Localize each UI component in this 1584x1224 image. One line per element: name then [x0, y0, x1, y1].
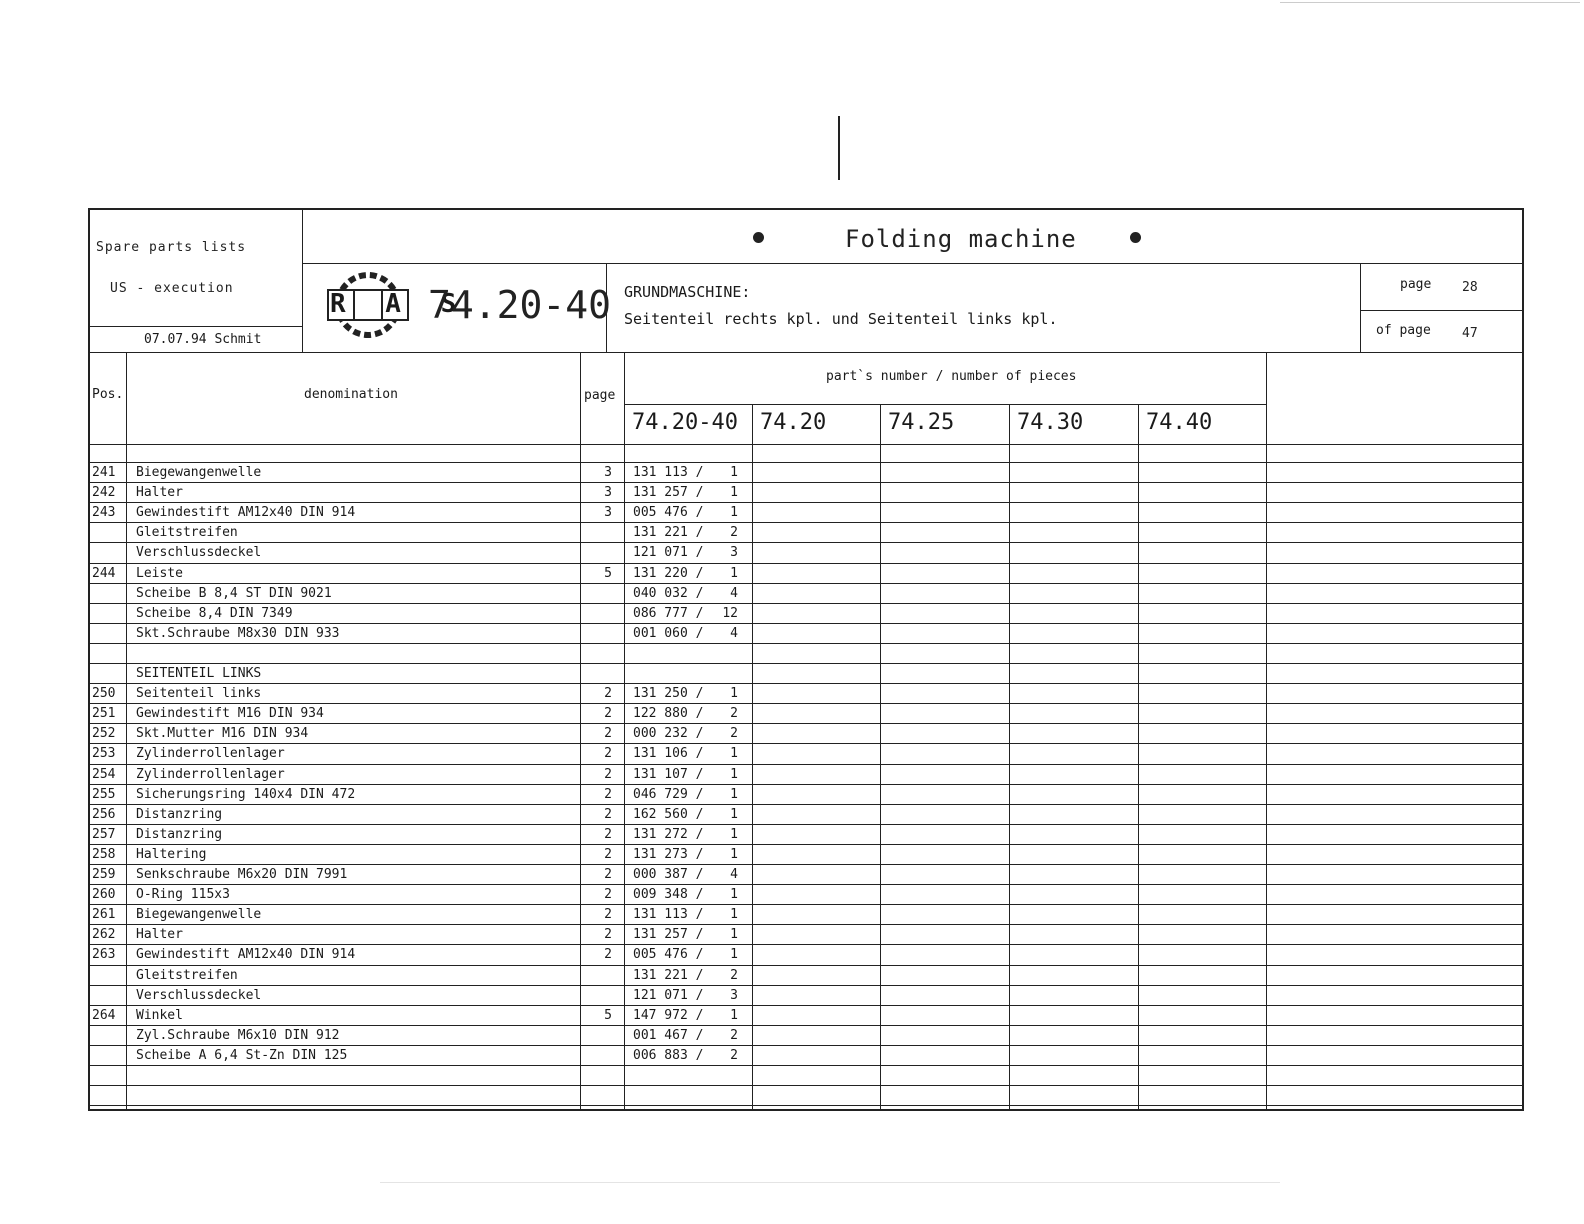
bullet-icon — [753, 232, 764, 243]
cell-page: 2 — [604, 826, 612, 842]
cell-pos: 256 — [92, 806, 116, 822]
cell-part-number: 121 071 / — [633, 545, 704, 561]
cell-part-number: 005 476 / — [633, 505, 704, 521]
cell-part-number: 131 113 / — [633, 907, 704, 923]
cell-part-number: 046 729 / — [633, 786, 704, 802]
cell-part-number: 131 221 / — [633, 967, 704, 983]
cell-part-number: 131 107 / — [633, 766, 704, 782]
cell-pos: 264 — [92, 1007, 116, 1023]
cell-pos: 259 — [92, 867, 116, 882]
cell-denomination: Verschlussdeckel — [136, 545, 262, 561]
cell-quantity: 1 — [730, 907, 738, 923]
table-column-divider — [752, 404, 753, 1109]
cell-quantity: 3 — [730, 545, 738, 561]
cell-page: 2 — [604, 947, 612, 963]
header-divider — [302, 208, 303, 352]
cell-part-number: 005 476 / — [633, 947, 704, 963]
header-divider — [88, 326, 302, 327]
cell-page: 2 — [604, 867, 612, 882]
cell-part-number: 001 060 / — [633, 625, 704, 641]
cell-denomination: Gewindestift AM12x40 DIN 914 — [136, 947, 356, 963]
col-header-page: page — [584, 388, 616, 403]
cell-denomination: Halter — [136, 927, 183, 943]
cell-part-number: 131 257 / — [633, 485, 704, 501]
cell-denomination: Skt.Mutter M16 DIN 934 — [136, 726, 309, 742]
cell-pos: 241 — [92, 465, 116, 480]
cell-pos: 254 — [92, 766, 116, 782]
cell-page: 5 — [604, 1007, 612, 1023]
cell-pos: 255 — [92, 786, 116, 802]
cell-part-number: 086 777 / — [633, 605, 704, 621]
cell-denomination: Seitenteil links — [136, 686, 262, 702]
cell-denomination: Senkschraube M6x20 DIN 7991 — [136, 867, 348, 882]
cell-denomination: SEITENTEIL LINKS — [136, 666, 262, 681]
table-column-divider — [126, 352, 127, 1109]
model-column-header: 74.40 — [1146, 410, 1213, 435]
cell-quantity: 1 — [730, 565, 738, 581]
table-column-divider — [880, 404, 881, 1109]
cell-part-number: 162 560 / — [633, 806, 704, 822]
cell-quantity: 1 — [730, 846, 738, 862]
cell-page: 5 — [604, 565, 612, 581]
cell-part-number: 147 972 / — [633, 1007, 704, 1023]
cell-pos: 257 — [92, 826, 116, 842]
table-column-divider — [624, 352, 625, 1109]
table-row-divider — [88, 444, 1522, 445]
cell-quantity: 4 — [730, 625, 738, 641]
cell-page: 3 — [604, 485, 612, 501]
cell-quantity: 1 — [730, 505, 738, 521]
cell-quantity: 2 — [730, 1047, 738, 1063]
header-divider — [624, 404, 1266, 405]
cell-pos: 263 — [92, 947, 116, 963]
cell-page: 2 — [604, 786, 612, 802]
header-divider — [1360, 310, 1522, 311]
cell-pos: 244 — [92, 565, 116, 581]
cell-denomination: Scheibe 8,4 DIN 7349 — [136, 605, 293, 621]
cell-pos: 262 — [92, 927, 116, 943]
cell-quantity: 12 — [722, 605, 738, 621]
cell-part-number: 131 250 / — [633, 686, 704, 702]
col-header-pos: Pos. — [92, 387, 124, 402]
cell-part-number: 006 883 / — [633, 1047, 704, 1063]
cell-quantity: 2 — [730, 706, 738, 722]
cell-denomination: Gewindestift M16 DIN 934 — [136, 706, 324, 722]
cell-quantity: 1 — [730, 887, 738, 903]
cell-part-number: 131 106 / — [633, 746, 704, 762]
cell-denomination: Gewindestift AM12x40 DIN 914 — [136, 505, 356, 521]
cell-part-number: 131 113 / — [633, 465, 704, 480]
cell-part-number: 122 880 / — [633, 706, 704, 722]
model-column-header: 74.20-40 — [632, 410, 738, 435]
cell-pos: 253 — [92, 746, 116, 762]
table-column-divider — [580, 352, 581, 1109]
cell-pos: 252 — [92, 726, 116, 742]
cell-quantity: 1 — [730, 927, 738, 943]
cell-page: 2 — [604, 806, 612, 822]
cell-denomination: Zyl.Schraube M6x10 DIN 912 — [136, 1027, 340, 1043]
section-line2: Seitenteil rechts kpl. und Seitenteil links kpl. — [624, 310, 1058, 328]
doc-type-line1: Spare parts lists — [96, 240, 247, 255]
cell-quantity: 4 — [730, 585, 738, 601]
cell-pos: 261 — [92, 907, 116, 923]
cell-page: 2 — [604, 706, 612, 722]
cell-page: 3 — [604, 505, 612, 521]
header-divider — [302, 263, 1522, 264]
cell-page: 2 — [604, 846, 612, 862]
cell-pos: 242 — [92, 485, 116, 501]
cell-part-number: 001 467 / — [633, 1027, 704, 1043]
section-line1: GRUNDMASCHINE: — [624, 283, 751, 301]
of-page-label: of page — [1376, 323, 1431, 338]
cell-quantity: 1 — [730, 766, 738, 782]
fold-mark-line — [838, 116, 840, 180]
model-number: 74.20-40 — [428, 284, 612, 326]
cell-denomination: Haltering — [136, 846, 207, 862]
cell-denomination: Scheibe B 8,4 ST DIN 9021 — [136, 585, 332, 601]
cell-quantity: 1 — [730, 465, 738, 480]
cell-part-number: 121 071 / — [633, 987, 704, 1003]
cell-quantity: 4 — [730, 867, 738, 882]
cell-denomination: Scheibe A 6,4 St-Zn DIN 125 — [136, 1047, 348, 1063]
cell-part-number: 000 387 / — [633, 867, 704, 882]
cell-page: 2 — [604, 927, 612, 943]
cell-denomination: Gleitstreifen — [136, 525, 238, 541]
cell-pos: 243 — [92, 505, 116, 521]
page-label: page — [1400, 277, 1432, 292]
cell-quantity: 2 — [730, 726, 738, 742]
cell-denomination: Winkel — [136, 1007, 183, 1023]
cell-page: 2 — [604, 746, 612, 762]
table-row-divider — [88, 1085, 1522, 1086]
cell-page: 3 — [604, 465, 612, 480]
table-row-divider — [88, 1105, 1522, 1106]
cell-quantity: 1 — [730, 1007, 738, 1023]
cell-part-number: 131 272 / — [633, 826, 704, 842]
table-column-divider — [1138, 404, 1139, 1109]
cell-quantity: 1 — [730, 686, 738, 702]
cell-denomination: Halter — [136, 485, 183, 501]
cell-page: 2 — [604, 907, 612, 923]
cell-quantity: 1 — [730, 485, 738, 501]
cell-denomination: Distanzring — [136, 806, 223, 822]
cell-denomination: Distanzring — [136, 826, 223, 842]
cell-part-number: 131 257 / — [633, 927, 704, 943]
cell-part-number: 131 220 / — [633, 565, 704, 581]
cell-quantity: 1 — [730, 746, 738, 762]
cell-part-number: 000 232 / — [633, 726, 704, 742]
cell-quantity: 1 — [730, 806, 738, 822]
cell-denomination: Zylinderrollenlager — [136, 746, 285, 762]
cell-denomination: Gleitstreifen — [136, 967, 238, 983]
model-column-header: 74.20 — [760, 410, 827, 435]
cell-pos: 258 — [92, 846, 116, 862]
cell-page: 2 — [604, 766, 612, 782]
logo-text: R A S — [330, 289, 469, 319]
of-page-number: 47 — [1462, 326, 1478, 341]
cell-quantity: 2 — [730, 1027, 738, 1043]
cell-quantity: 2 — [730, 967, 738, 983]
page-number: 28 — [1462, 280, 1478, 295]
cell-denomination: O-Ring 115x3 — [136, 887, 230, 903]
cell-denomination: Biegewangenwelle — [136, 907, 262, 923]
col-header-parts-group: part`s number / number of pieces — [826, 369, 1077, 384]
model-column-header: 74.30 — [1017, 410, 1084, 435]
cell-page: 2 — [604, 887, 612, 903]
cell-pos: 260 — [92, 887, 116, 903]
cell-denomination: Skt.Schraube M8x30 DIN 933 — [136, 625, 340, 641]
cell-pos: 250 — [92, 686, 116, 702]
cell-denomination: Zylinderrollenlager — [136, 766, 285, 782]
scan-artifact-line — [1280, 2, 1580, 3]
cell-page: 2 — [604, 726, 612, 742]
cell-denomination: Verschlussdeckel — [136, 987, 262, 1003]
date-author: 07.07.94 Schmit — [144, 332, 262, 347]
table-column-divider — [1266, 352, 1267, 1109]
col-header-denomination: denomination — [304, 387, 398, 402]
cell-denomination: Sicherungsring 140x4 DIN 472 — [136, 786, 356, 802]
model-column-header: 74.25 — [888, 410, 955, 435]
cell-quantity: 3 — [730, 987, 738, 1003]
cell-pos: 251 — [92, 706, 116, 722]
table-column-divider — [1009, 404, 1010, 1109]
header-divider — [1360, 263, 1361, 352]
cell-part-number: 009 348 / — [633, 887, 704, 903]
doc-type-line2: US - execution — [110, 281, 234, 296]
header-divider — [88, 352, 1522, 353]
cell-quantity: 1 — [730, 826, 738, 842]
cell-part-number: 040 032 / — [633, 585, 704, 601]
bullet-icon — [1130, 232, 1141, 243]
cell-part-number: 131 273 / — [633, 846, 704, 862]
cell-page: 2 — [604, 686, 612, 702]
cell-denomination: Leiste — [136, 565, 183, 581]
cell-denomination: Biegewangenwelle — [136, 465, 262, 480]
scan-artifact-line — [380, 1182, 1280, 1183]
cell-quantity: 1 — [730, 947, 738, 963]
cell-quantity: 2 — [730, 525, 738, 541]
cell-part-number: 131 221 / — [633, 525, 704, 541]
cell-quantity: 1 — [730, 786, 738, 802]
machine-title: Folding machine — [845, 225, 1077, 253]
